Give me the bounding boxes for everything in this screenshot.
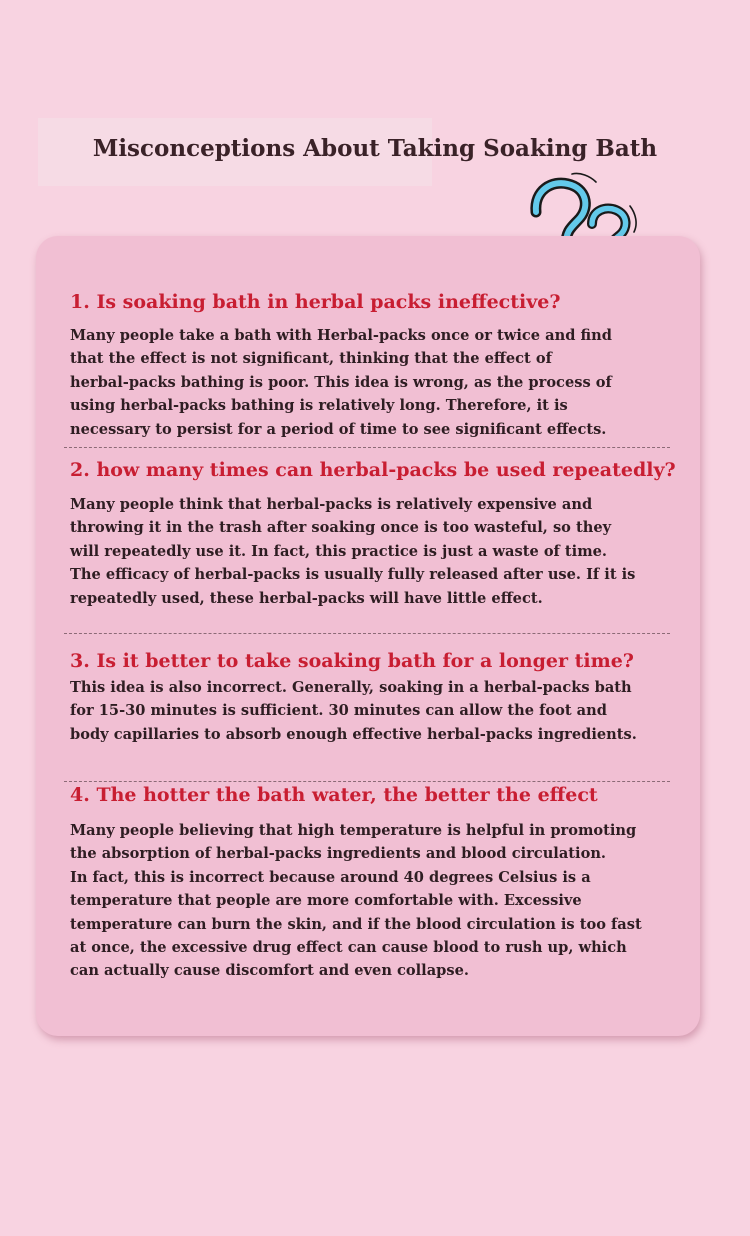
body-line: for 15-30 minutes is sufficient. 30 minutes can allow the foot and (70, 702, 607, 720)
section-heading: 3. Is it better to take soaking bath for a longer time? (70, 650, 634, 672)
body-line: Many people believing that high temperature is helpful in promoting (70, 822, 637, 839)
body-line: can actually cause discomfort and even collapse. (70, 962, 469, 980)
section-heading: 1. Is soaking bath in herbal packs ineffective? (70, 291, 561, 313)
body-line: necessary to persist for a period of time to see significant effects. (70, 420, 607, 438)
body-line: In fact, this is incorrect because around 40 degrees Celsius is a (70, 868, 591, 886)
body-line: the absorption of herbal-packs ingredients and blood circulation. (70, 845, 607, 863)
section-divider (64, 447, 670, 448)
section-4 (70, 782, 690, 983)
body-line: throwing it in the trash after soaking once is too wasteful, so they (70, 519, 612, 537)
section-body (70, 324, 690, 441)
section-body (70, 819, 690, 983)
body-line: Many people take a bath with Herbal-packs once or twice and find (70, 327, 612, 344)
body-line: that the effect is not significant, thinking that the effect of (70, 350, 552, 368)
body-line: The efficacy of herbal-packs is usually fully released after use. If it is (70, 566, 636, 584)
section-heading: 2. how many times can herbal-packs be used repeatedly? (70, 459, 676, 481)
body-line: Many people think that herbal-packs is relatively expensive and (70, 496, 593, 513)
body-line: body capillaries to absorb enough effective herbal-packs ingredients. (70, 725, 637, 743)
body-line: temperature that people are more comfortable with. Excessive (70, 892, 582, 910)
page-title: Misconceptions About Taking Soaking Bath (92, 135, 658, 162)
section-body (70, 493, 690, 610)
section-heading: 4. The hotter the bath water, the better the effect (70, 784, 598, 806)
body-line: at once, the excessive drug effect can cause blood to rush up, which (70, 939, 627, 957)
body-line: using herbal-packs bathing is relatively long. Therefore, it is (70, 397, 568, 415)
section-divider (64, 633, 670, 634)
body-line: This idea is also incorrect. Generally, soaking in a herbal-packs bath (70, 679, 632, 696)
section-1 (70, 289, 690, 441)
section-2 (70, 457, 690, 610)
section-body (70, 676, 690, 746)
body-line: herbal-packs bathing is poor. This idea is wrong, as the process of (70, 373, 612, 391)
body-line: temperature can burn the skin, and if the blood circulation is too fast (70, 915, 642, 933)
section-3 (70, 648, 690, 746)
body-line: will repeatedly use it. In fact, this practice is just a waste of time. (70, 542, 608, 560)
body-line: repeatedly used, these herbal-packs will have little effect. (70, 589, 543, 607)
